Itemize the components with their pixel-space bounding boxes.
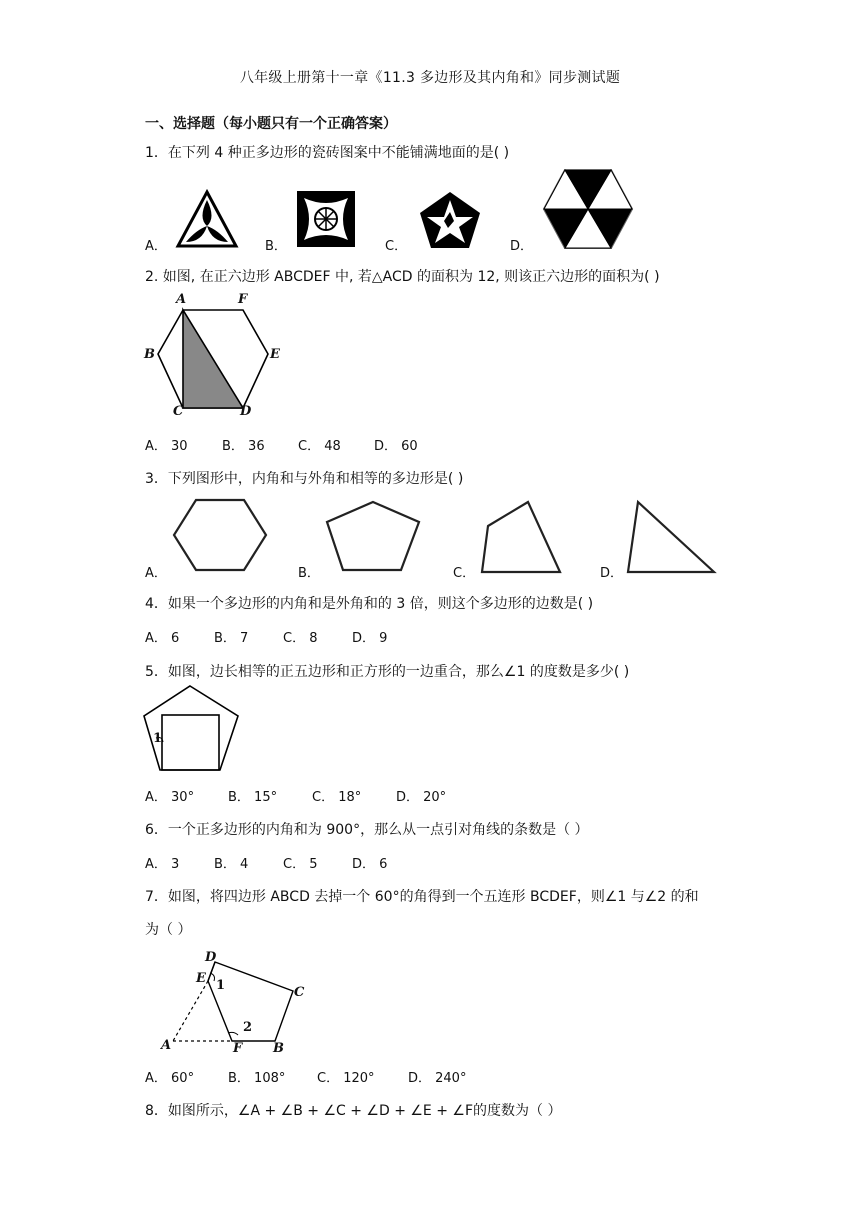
q1-figure-c	[418, 190, 482, 250]
q2-label-f: F	[238, 292, 248, 307]
q6-option-a[interactable]: A． 3	[145, 857, 180, 872]
q7-label-d: D	[205, 950, 217, 965]
q2-label-a: A	[176, 292, 187, 307]
q1-figure-d	[542, 168, 634, 250]
q2-label-d: D	[240, 404, 252, 419]
question-7: 7．如图，将四边形 ABCD 去掉一个 60°的角得到一个五连形 BCDEF，则∠1 与∠2 的和	[145, 889, 699, 905]
q4-option-d[interactable]: D． 9	[352, 631, 388, 646]
q1-option-c[interactable]: C．	[385, 239, 408, 254]
section-heading: 一、选择题（每小题只有一个正确答案）	[145, 116, 397, 132]
q1-option-b[interactable]: B．	[265, 239, 287, 254]
question-3: 3．下列图形中，内角和与外角和相等的多边形是( )	[145, 471, 464, 487]
q5-option-a[interactable]: A． 30°	[145, 790, 195, 805]
q4-option-a[interactable]: A． 6	[145, 631, 180, 646]
q2-option-c[interactable]: C． 48	[298, 439, 341, 454]
q7-pentagon-figure	[160, 945, 310, 1055]
q1-figure-a	[176, 190, 238, 248]
q2-label-e: E	[270, 347, 280, 362]
q7-label-e: E	[196, 971, 206, 986]
question-8: 8．如图所示，∠A + ∠B + ∠C + ∠D + ∠E + ∠F的度数为（ ）	[145, 1103, 562, 1119]
q6-option-b[interactable]: B． 4	[214, 857, 249, 872]
q4-option-c[interactable]: C． 8	[283, 631, 318, 646]
q6-option-c[interactable]: C． 5	[283, 857, 318, 872]
question-7-cont: 为（ ）	[145, 922, 192, 938]
q3-option-d[interactable]: D．	[600, 566, 624, 581]
q4-option-b[interactable]: B． 7	[214, 631, 249, 646]
q3-hexagon	[172, 498, 268, 572]
q3-option-c[interactable]: C．	[453, 566, 476, 581]
q2-hexagon-figure	[140, 290, 290, 420]
q7-label-a: A	[161, 1038, 172, 1053]
q2-option-a[interactable]: A． 30	[145, 439, 188, 454]
q2-label-c: C	[173, 404, 184, 419]
q7-label-b: B	[273, 1041, 284, 1056]
q2-option-d[interactable]: D． 60	[374, 439, 418, 454]
q2-option-b[interactable]: B． 36	[222, 439, 265, 454]
question-1: 1．在下列 4 种正多边形的瓷砖图案中不能铺满地面的是( )	[145, 145, 510, 161]
q5-option-d[interactable]: D． 20°	[396, 790, 447, 805]
q3-pentagon	[325, 500, 421, 572]
q1-figure-b	[296, 190, 356, 248]
q1-option-d[interactable]: D．	[510, 239, 534, 254]
q7-label-2: 2	[243, 1020, 253, 1035]
q5-angle-label: 1	[153, 731, 163, 746]
q5-option-c[interactable]: C． 18°	[312, 790, 362, 805]
q5-pentagon-square-figure	[142, 684, 242, 774]
q2-label-b: B	[144, 347, 155, 362]
question-6: 6．一个正多边形的内角和为 900°，那么从一点引对角线的条数是（ ）	[145, 822, 589, 838]
q7-label-f: F	[233, 1041, 243, 1056]
q7-label-1: 1	[216, 978, 226, 993]
q3-option-b[interactable]: B．	[298, 566, 320, 581]
q7-option-d[interactable]: D． 240°	[408, 1071, 467, 1086]
q7-option-c[interactable]: C． 120°	[317, 1071, 375, 1086]
q7-option-a[interactable]: A． 60°	[145, 1071, 195, 1086]
q7-option-b[interactable]: B． 108°	[228, 1071, 286, 1086]
page-title: 八年级上册第十一章《11.3 多边形及其内角和》同步测试题	[239, 70, 621, 86]
q7-label-c: C	[294, 985, 305, 1000]
question-4: 4．如果一个多边形的内角和是外角和的 3 倍，则这个多边形的边数是( )	[145, 596, 594, 612]
q5-option-b[interactable]: B． 15°	[228, 790, 278, 805]
question-2: 2. 如图, 在正六边形 ABCDEF 中, 若△ACD 的面积为 12, 则该正六边形的面积为( )	[145, 269, 660, 285]
q3-triangle	[626, 500, 716, 574]
q3-quadrilateral	[478, 500, 564, 574]
q3-option-a[interactable]: A．	[145, 566, 167, 581]
question-5: 5．如图，边长相等的正五边形和正方形的一边重合，那么∠1 的度数是多少( )	[145, 664, 630, 680]
q6-option-d[interactable]: D． 6	[352, 857, 388, 872]
q1-option-a[interactable]: A．	[145, 239, 167, 254]
